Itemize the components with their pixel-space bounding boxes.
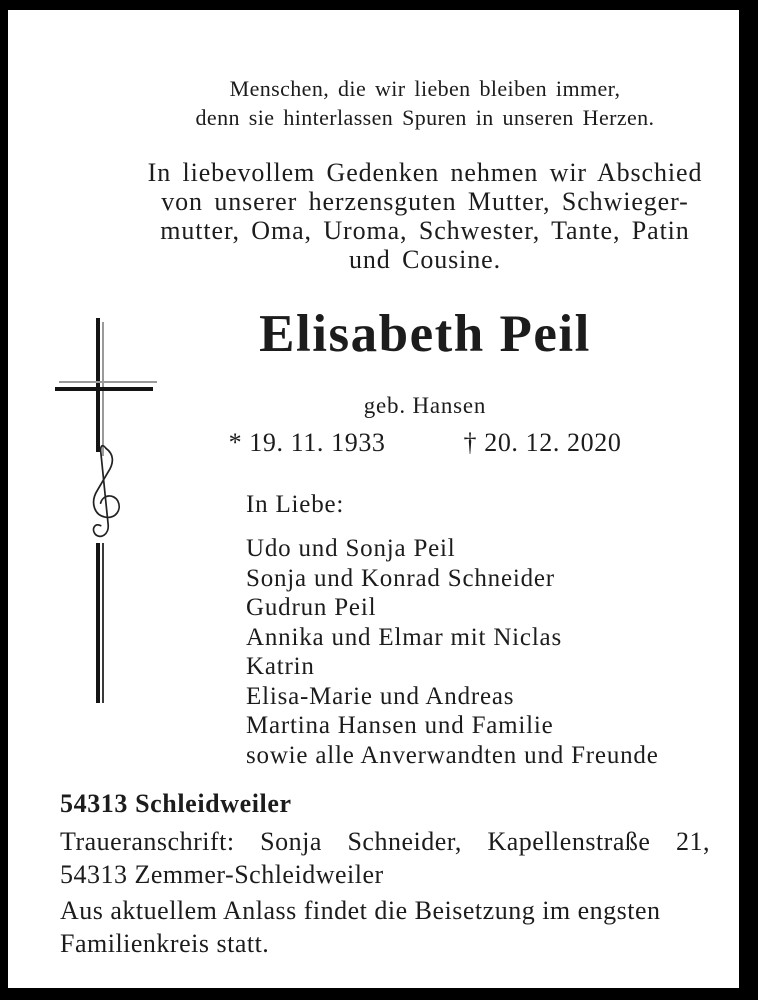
cross-icon — [96, 318, 100, 452]
place-line: 54313 Schleidweiler — [60, 789, 292, 818]
intro-line: und Cousine. — [348, 245, 502, 274]
poem-line: denn sie hinterlassen Spuren in unseren Herzen. — [195, 105, 655, 130]
mourner-item: Sonja und Konrad Schneider — [246, 564, 555, 592]
intro-line: mutter, Oma, Uroma, Schwester, Tante, Patin — [160, 216, 690, 245]
cross-icon — [55, 387, 153, 391]
deceased-name: Elisabeth Peil — [259, 305, 591, 363]
mourning-address — [60, 825, 710, 891]
salutation: In Liebe: — [246, 491, 345, 518]
notice-body — [8, 10, 739, 988]
vertical-rule — [102, 543, 104, 703]
intro-line: von unserer herzensguten Mutter, Schwieger- — [161, 187, 689, 216]
maiden-name: geb. Hansen — [363, 393, 487, 418]
address-line: 54313 Zemmer-Schleidweiler — [60, 860, 384, 889]
memorial-intro — [136, 158, 714, 274]
life-dates — [136, 428, 714, 458]
mourner-item: Martina Hansen und Familie — [246, 712, 554, 739]
funeral-note — [60, 894, 710, 960]
death-date: † 20. 12. 2020 — [463, 428, 622, 457]
mourner-list — [246, 534, 659, 770]
vertical-rule — [96, 543, 100, 703]
cross-icon-shadow — [59, 381, 157, 383]
treble-clef-icon — [84, 443, 128, 545]
mourner-item: Elisa-Marie und Andreas — [246, 682, 515, 710]
mourner-item: Gudrun Peil — [246, 594, 377, 621]
note-line: Aus aktuellem Anlass findet die Beisetzung im engsten — [60, 896, 661, 925]
address-line: Traueranschrift: Sonja Schneider, Kapellenstraße 21, — [60, 827, 710, 856]
note-line: Familienkreis statt. — [60, 929, 270, 958]
poem-line: Menschen, die wir lieben bleiben immer, — [229, 76, 621, 101]
intro-line: In liebevollem Gedenken nehmen wir Abschied — [147, 158, 703, 187]
mourner-item: Katrin — [246, 653, 315, 680]
mourner-item: Annika und Elmar mit Niclas — [246, 623, 562, 651]
birth-date: * 19. 11. 1933 — [228, 428, 386, 457]
mourner-item: Udo und Sonja Peil — [246, 535, 456, 562]
memorial-poem — [136, 74, 714, 132]
mourner-item: sowie alle Anverwandten und Freunde — [246, 741, 659, 769]
